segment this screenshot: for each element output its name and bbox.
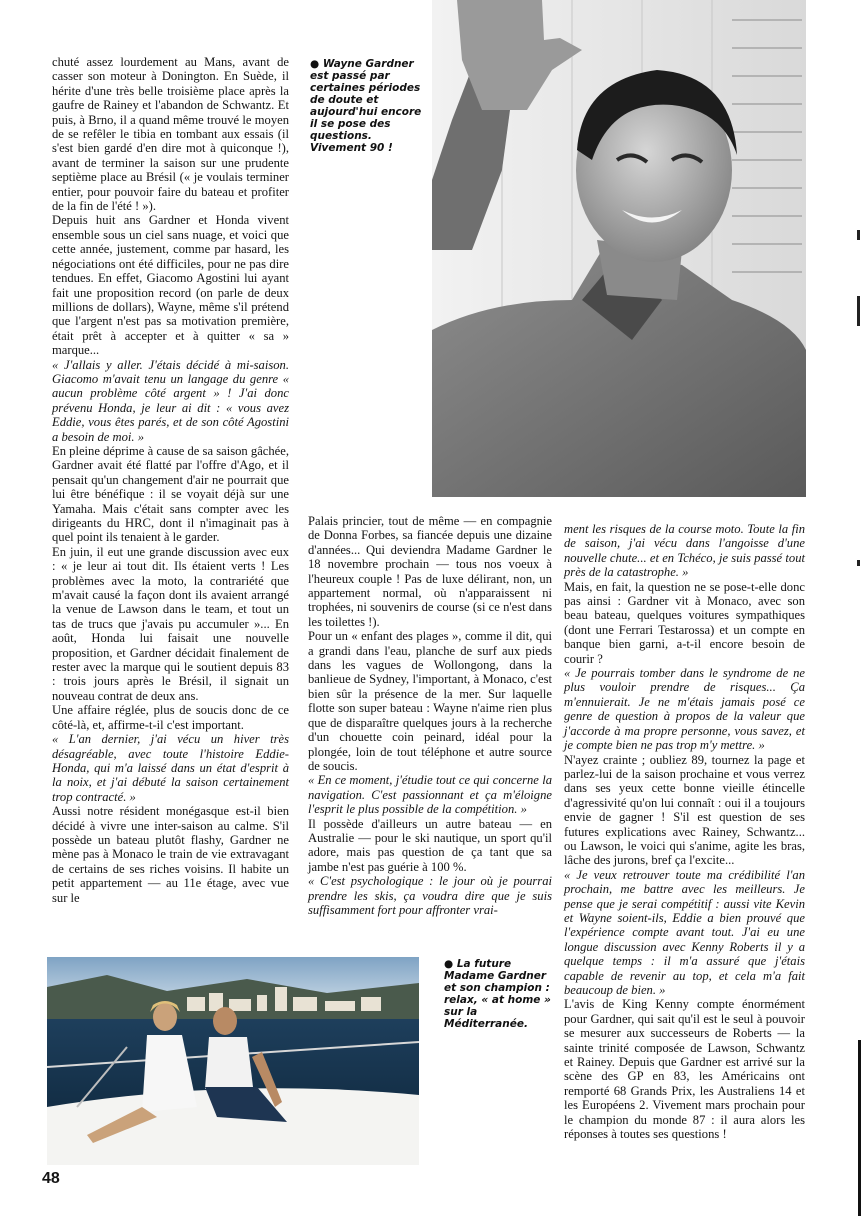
boat-caption-text: La future Madame Gardner et son champion : relax, « at home » sur la Méditerranée.	[444, 958, 551, 1030]
article-paragraph: Depuis huit ans Gardner et Honda vivent ensemble sous un ciel sans nuage, et voici que cette année, justement, comme par hasard, les négociations ont été difficiles, pour ne pas dire tendues. En effet, Giacomo Agostini lui ayant fait une proposition record (on parle de deux millions de dollars), Wayne, même s'il prétend que l'argent n'est pas sa motivation première, était prêt à accepter et à quitter « sa » marque...	[52, 213, 289, 358]
article-paragraph: « J'allais y aller. J'étais décidé à mi-saison. Giacomo m'avait tenu un langage du genre « aucun problème côté argent » ! J'ai donc prévenu Honda, je leur ai dit : « vous avez Eddie, vous êtes parés, et de son côté Agostini a besoin de moi. »	[52, 357, 289, 444]
article-paragraph: ment les risques de la course moto. Toute la fin de saison, j'ai vécu dans l'angoisse d'une nouvelle chute... et en Tchéco, je suis passé tout près de la catastrophe. »	[564, 522, 805, 580]
article-paragraph: « Je veux retrouver toute ma crédibilité l'an prochain, me battre avec les meilleurs. Je pense que je serai compétitif : aussi vite Kevin et Wayne soient-ils, Eddie a bien prouvé que l'expérience compte avant tout. J'ai eu une longue discussion avec Kenny Roberts il y a quelque temps : il m'a assuré que j'étais capable de revenir au top, et cela m'a fait beaucoup de bien. »	[564, 867, 805, 997]
boat-caption	[444, 958, 552, 1030]
article-paragraph: Pour un « enfant des plages », comme il dit, qui a grandi dans l'eau, planche de surf aux pieds dans les vagues de Wollongong, dans la banlieue de Sydney, l'important, à Monaco, c'est bien sûr la présence de la mer. Sur laquelle flotte son super bateau : Wayne n'aime rien plus que de disparaître quelques jours à la recherche d'un chouette coin peinard, idéal pour la plongée, loin de tout téléphone et autre source de soucis.	[308, 629, 552, 773]
article-paragraph: Aussi notre résident monégasque est-il bien décidé à vivre une inter-saison au calme. S'il possède un bateau plutôt flashy, Gardner ne mène pas à Monaco le train de vie extravagant de certains de ses riches voisins. Il habite un petit appartement — au 11e étage, avec vue sur le	[52, 804, 289, 905]
article-column-1	[52, 55, 289, 905]
article-paragraph: Une affaire réglée, plus de soucis donc de ce côté-là, et, affirme-t-il c'est important.	[52, 703, 289, 732]
page-edge-mark	[857, 0, 861, 1216]
article-paragraph: Palais princier, tout de même — en compagnie de Donna Forbes, sa fiancée depuis une dizaine d'années... Qui deviendra Madame Gardner le 18 novembre prochain — tous nos voeux à l'heureux couple ! Pas de luxe délirant, non, un appartement normal, où n'apparaissent ni trophées, ni souvenirs de course (si ce n'est dans les toilettes !).	[308, 514, 552, 629]
article-paragraph: « C'est psychologique : le jour où je pourrai prendre les skis, ça voudra dire que je suis suffisamment fort pour affronter vrai-	[308, 874, 552, 917]
article-paragraph: En juin, il eut une grande discussion avec eux : « je leur ai tout dit. Ils étaient verts ! Les problèmes avec la moto, la contrariété que m'avait causé la façon dont ils avaient arrangé la venue de Lawson dans le team, et tout un tas de trucs que j'avais pu accumuler »... En août, Honda lui faisait une nouvelle proposition, et Gardner décidait finalement de rester avec la marque qui le soutient depuis 83 : trois jours après le Brésil, il signait un nouveau contrat de deux ans.	[52, 544, 289, 703]
article-paragraph: N'ayez crainte ; oubliez 89, tournez la page et parlez-lui de la saison prochaine et vous verrez dans ses yeux cette bonne vieille étincelle d'agressivité qu'on lui connaît : oui il a toujours envie de gagner ! S'il est question de ses futures explications avec Rainey, Schwantz... ou Lawson, le voici qui s'anime, agite les bras, lâche des jurons, bref ça l'excite...	[564, 752, 805, 868]
caption-bullet-icon: ●	[444, 958, 454, 970]
article-column-3	[564, 522, 805, 1141]
article-paragraph: « En ce moment, j'étudie tout ce qui concerne la navigation. C'est passionnant et ça m'éloigne l'esprit le plus possible de la compétition. »	[308, 773, 552, 817]
article-paragraph: « Je pourrais tomber dans le syndrome de ne plus vouloir prendre de risques... Ça m'ennuierait. Je ne m'étais jamais posé ce genre de question à propos de la valeur que j'accorde à ma propre personne, vous savez, et je compte bien ne pas trop m'y mettre. »	[564, 666, 805, 753]
boat-photo-drawing	[47, 957, 419, 1165]
portrait-photo	[432, 0, 806, 497]
portrait-caption	[310, 58, 425, 154]
article-paragraph: Mais, en fait, la question ne se pose-t-elle donc pas ainsi : Gardner vit à Monaco, avec son beau bateau, quelques voitures sympathiques (dont une Ferrari Testarossa) et un compte en banque bien garni, a-t-il encore besoin de courir ?	[564, 579, 805, 666]
caption-bullet-icon: ●	[310, 58, 320, 70]
page-edge-mark-drawing	[857, 0, 861, 1216]
portrait-photo-drawing	[432, 0, 806, 497]
article-column-2	[308, 514, 552, 917]
boat-photo	[47, 957, 419, 1165]
article-paragraph: « L'an dernier, j'ai vécu un hiver très désagréable, avec toute l'histoire Eddie-Honda, qui m'a laissé dans un état d'esprit à la noix, et j'ai débuté la saison certainement trop contracté. »	[52, 732, 289, 804]
portrait-caption-text: Wayne Gardner est passé par certaines périodes de doute et aujourd'hui encore il se pose des questions. Vivement 90 !	[310, 58, 422, 154]
article-paragraph: L'avis de King Kenny compte énormément pour Gardner, qui sait qu'il est le seul à pouvoir se mesurer aux successeurs de Roberts — la sainte trinité composée de Lawson, Schwantz et Rainey. Depuis que Gardner est arrivé sur la scène des GP en 83, les Américains ont remporté 68 Grands Prix, les Australiens 14 et les Européens 2. Vivement mars prochain pour le champion du monde 87 : il aura alors les réponses à toutes ses questions !	[564, 997, 805, 1142]
page-number: 48	[42, 1170, 60, 1187]
article-paragraph: chuté assez lourdement au Mans, avant de casser son moteur à Donington. En Suède, il hérite d'une très belle troisième place après la gaufre de Rainey et l'abandon de Schwantz. Et puis, à Brno, il a quand même trouvé le moyen de se refêler le tibia en tombant aux essais (il s'est bien gardé d'en dire mot à quiconque !), avant de terminer la saison sur une prudente septième place au Brésil (« je voulais terminer entier, pour pouvoir faire du bateau et profiter de la fin de l'été ! »).	[52, 55, 289, 214]
article-paragraph: Il possède d'ailleurs un autre bateau — en Australie — pour le ski nautique, un sport qu'il adore, mais pas question de ça tant que sa jambe n'est pas guérie à 100 %.	[308, 816, 552, 874]
article-paragraph: En pleine déprime à cause de sa saison gâchée, Gardner avait été flatté par l'offre d'Ago, et il pensait qu'un changement d'air ne pourrait que lui être bénéfique : il se voyait déjà sur une Yamaha. Mais c'était sans compter avec les dirigeants du HRC, dont il n'imaginait pas à quel point ils tenaient à le garder.	[52, 443, 289, 545]
